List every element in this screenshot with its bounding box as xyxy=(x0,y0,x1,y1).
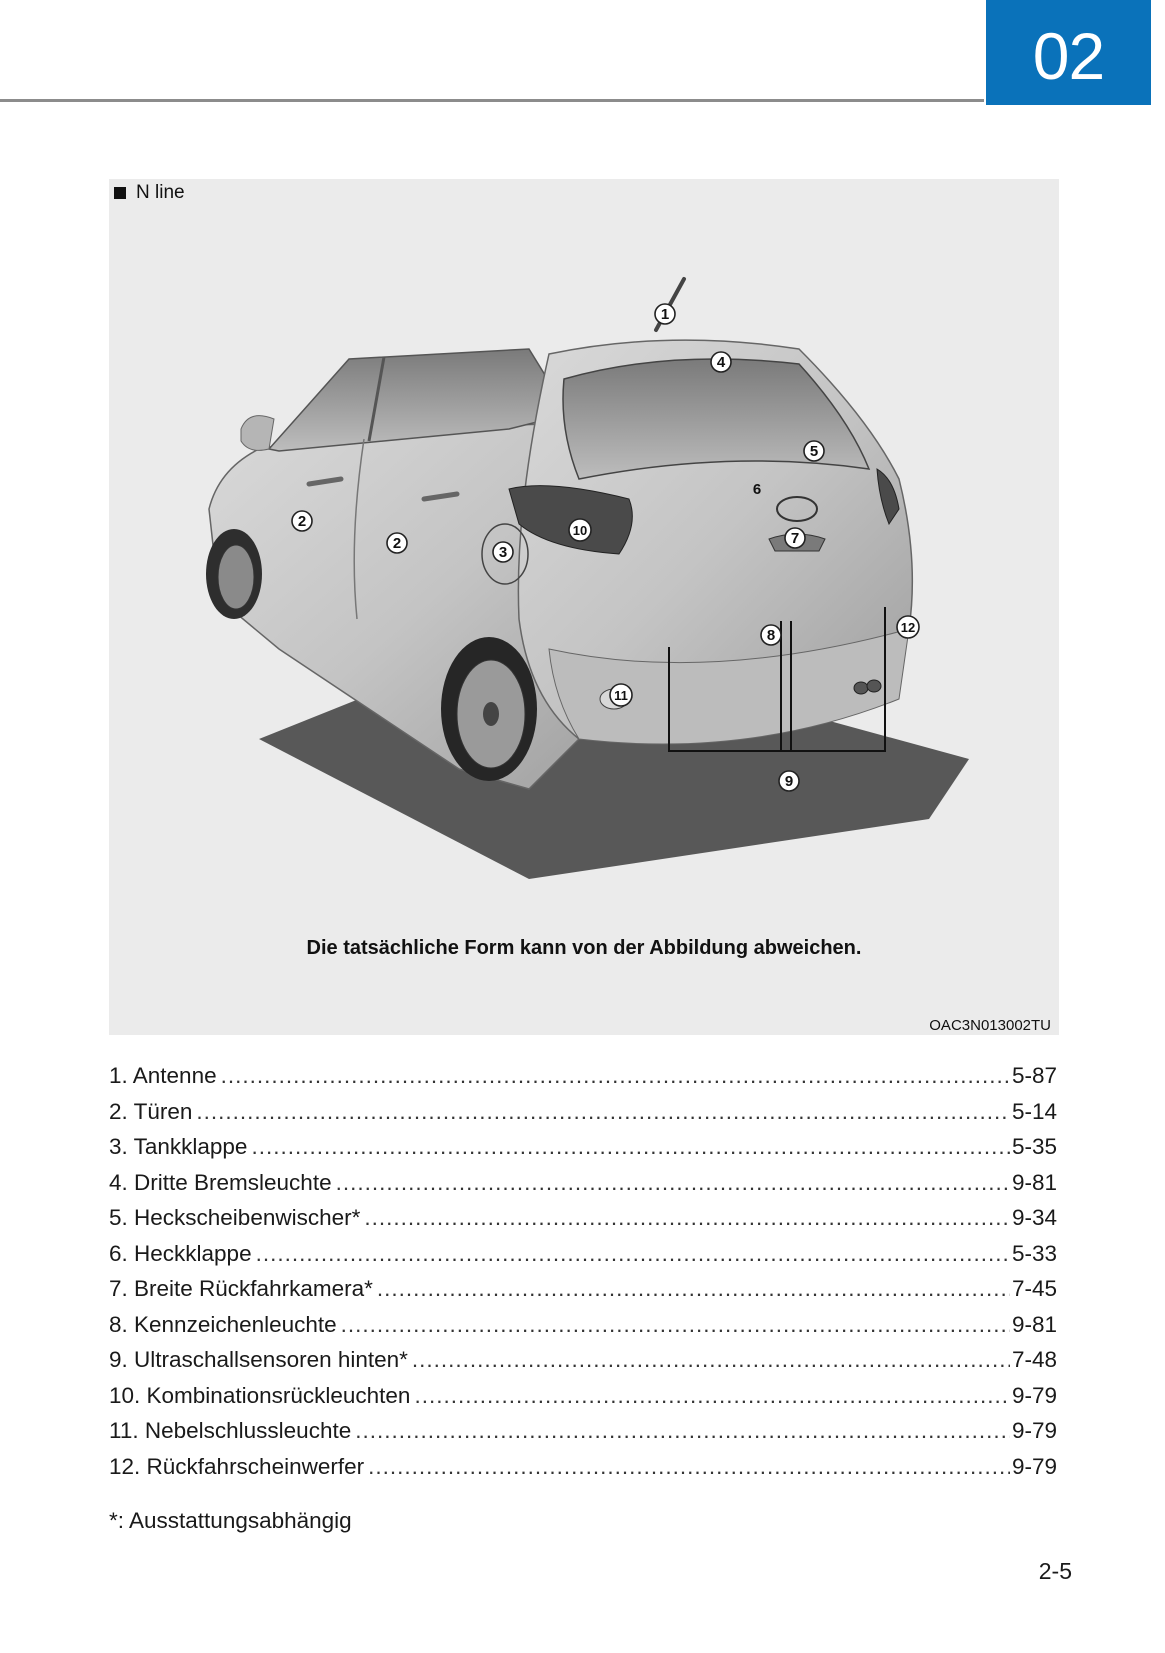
part-page: 9-79 xyxy=(1011,1453,1057,1479)
list-item xyxy=(109,1347,1057,1383)
part-label: 8. Kennzeichenleuchte xyxy=(109,1311,337,1337)
car-illustration xyxy=(109,179,1059,1035)
part-page: 7-48 xyxy=(1011,1347,1057,1372)
svg-text:4: 4 xyxy=(716,354,726,371)
leader-dots xyxy=(355,1418,1010,1444)
part-page: 9-81 xyxy=(1011,1311,1057,1337)
chapter-tab: 02 xyxy=(986,0,1151,105)
footnote: *: Ausstattungsabhängig xyxy=(109,1508,352,1533)
part-label: 1. Antenne xyxy=(109,1063,217,1088)
part-page: 5-35 xyxy=(1011,1134,1057,1159)
callout-1 xyxy=(655,304,675,324)
variant-label xyxy=(114,182,185,204)
part-page: 7-45 xyxy=(1011,1276,1057,1301)
callout-4 xyxy=(711,352,731,372)
list-item xyxy=(109,1418,1057,1454)
part-label: 11. Nebelschlussleuchte xyxy=(109,1418,352,1443)
callout-5 xyxy=(804,441,824,461)
callout-12 xyxy=(897,616,919,638)
part-page: 5-14 xyxy=(1011,1098,1057,1124)
page-number: 2-5 xyxy=(1038,1558,1072,1584)
header-rule xyxy=(0,99,984,102)
car-rear-figure xyxy=(109,179,1059,1035)
svg-text:8: 8 xyxy=(766,627,776,644)
list-item xyxy=(109,1276,1057,1312)
leader-dots xyxy=(364,1205,1010,1231)
callout-3 xyxy=(493,542,513,562)
callout-10 xyxy=(569,519,591,541)
part-page: 9-79 xyxy=(1011,1418,1057,1443)
callout-2b xyxy=(387,533,407,553)
svg-text:2: 2 xyxy=(297,513,307,530)
svg-text:9: 9 xyxy=(784,773,794,790)
list-item xyxy=(109,1205,1057,1241)
leader-dots xyxy=(377,1276,1010,1302)
variant-label-text: N line xyxy=(136,182,185,203)
part-label: 4. Dritte Bremsleuchte xyxy=(109,1169,332,1195)
part-label: 12. Rückfahrscheinwerfer xyxy=(109,1453,365,1479)
svg-text:11: 11 xyxy=(614,688,628,703)
list-item xyxy=(109,1383,1057,1419)
list-item xyxy=(109,1170,1057,1206)
part-page: 9-34 xyxy=(1011,1205,1057,1230)
part-label: 5. Heckscheibenwischer* xyxy=(109,1205,361,1230)
leader-dots xyxy=(412,1347,1010,1373)
part-label: 7. Breite Rückfahrkamera* xyxy=(109,1276,373,1301)
image-code: OAC3N013002TU xyxy=(929,1017,1051,1034)
list-item xyxy=(109,1134,1057,1170)
list-item xyxy=(109,1454,1057,1490)
list-item xyxy=(109,1099,1057,1135)
leader-dots xyxy=(196,1099,1010,1125)
callout-9 xyxy=(779,771,799,791)
callout-11 xyxy=(610,684,632,706)
parts-list xyxy=(109,1063,1057,1489)
part-label: 10. Kombinationsrückleuchten xyxy=(109,1382,411,1408)
svg-text:1: 1 xyxy=(660,306,670,323)
part-label: 3. Tankklappe xyxy=(109,1134,248,1159)
leader-dots xyxy=(256,1241,1010,1267)
front-wheel xyxy=(206,529,262,619)
leader-dots xyxy=(221,1063,1010,1089)
svg-text:5: 5 xyxy=(809,443,819,460)
square-bullet-icon xyxy=(114,187,126,199)
part-page: 5-87 xyxy=(1011,1063,1057,1088)
list-item xyxy=(109,1312,1057,1348)
part-page: 9-79 xyxy=(1011,1382,1057,1408)
svg-text:6: 6 xyxy=(752,481,762,498)
list-item xyxy=(109,1063,1057,1099)
part-page: 9-81 xyxy=(1011,1169,1057,1195)
callout-8 xyxy=(761,625,781,645)
svg-text:3: 3 xyxy=(498,544,508,561)
svg-text:10: 10 xyxy=(572,523,588,538)
leader-dots xyxy=(414,1383,1010,1409)
leader-dots xyxy=(341,1312,1010,1338)
part-label: 9. Ultraschallsensoren hinten* xyxy=(109,1347,408,1372)
part-label: 2. Türen xyxy=(109,1098,193,1124)
svg-text:12: 12 xyxy=(900,620,916,635)
callout-7 xyxy=(785,528,805,548)
svg-text:7: 7 xyxy=(790,530,800,547)
figure-caption: Die tatsächliche Form kann von der Abbildung abweichen. xyxy=(306,937,862,959)
leader-dots xyxy=(336,1170,1010,1196)
part-label: 6. Heckklappe xyxy=(109,1240,252,1266)
callout-2a xyxy=(292,511,312,531)
part-page: 5-33 xyxy=(1011,1240,1057,1266)
list-item xyxy=(109,1241,1057,1277)
leader-dots xyxy=(251,1134,1010,1160)
svg-text:2: 2 xyxy=(392,535,402,552)
leader-dots xyxy=(368,1454,1010,1480)
rear-wheel xyxy=(441,637,537,781)
